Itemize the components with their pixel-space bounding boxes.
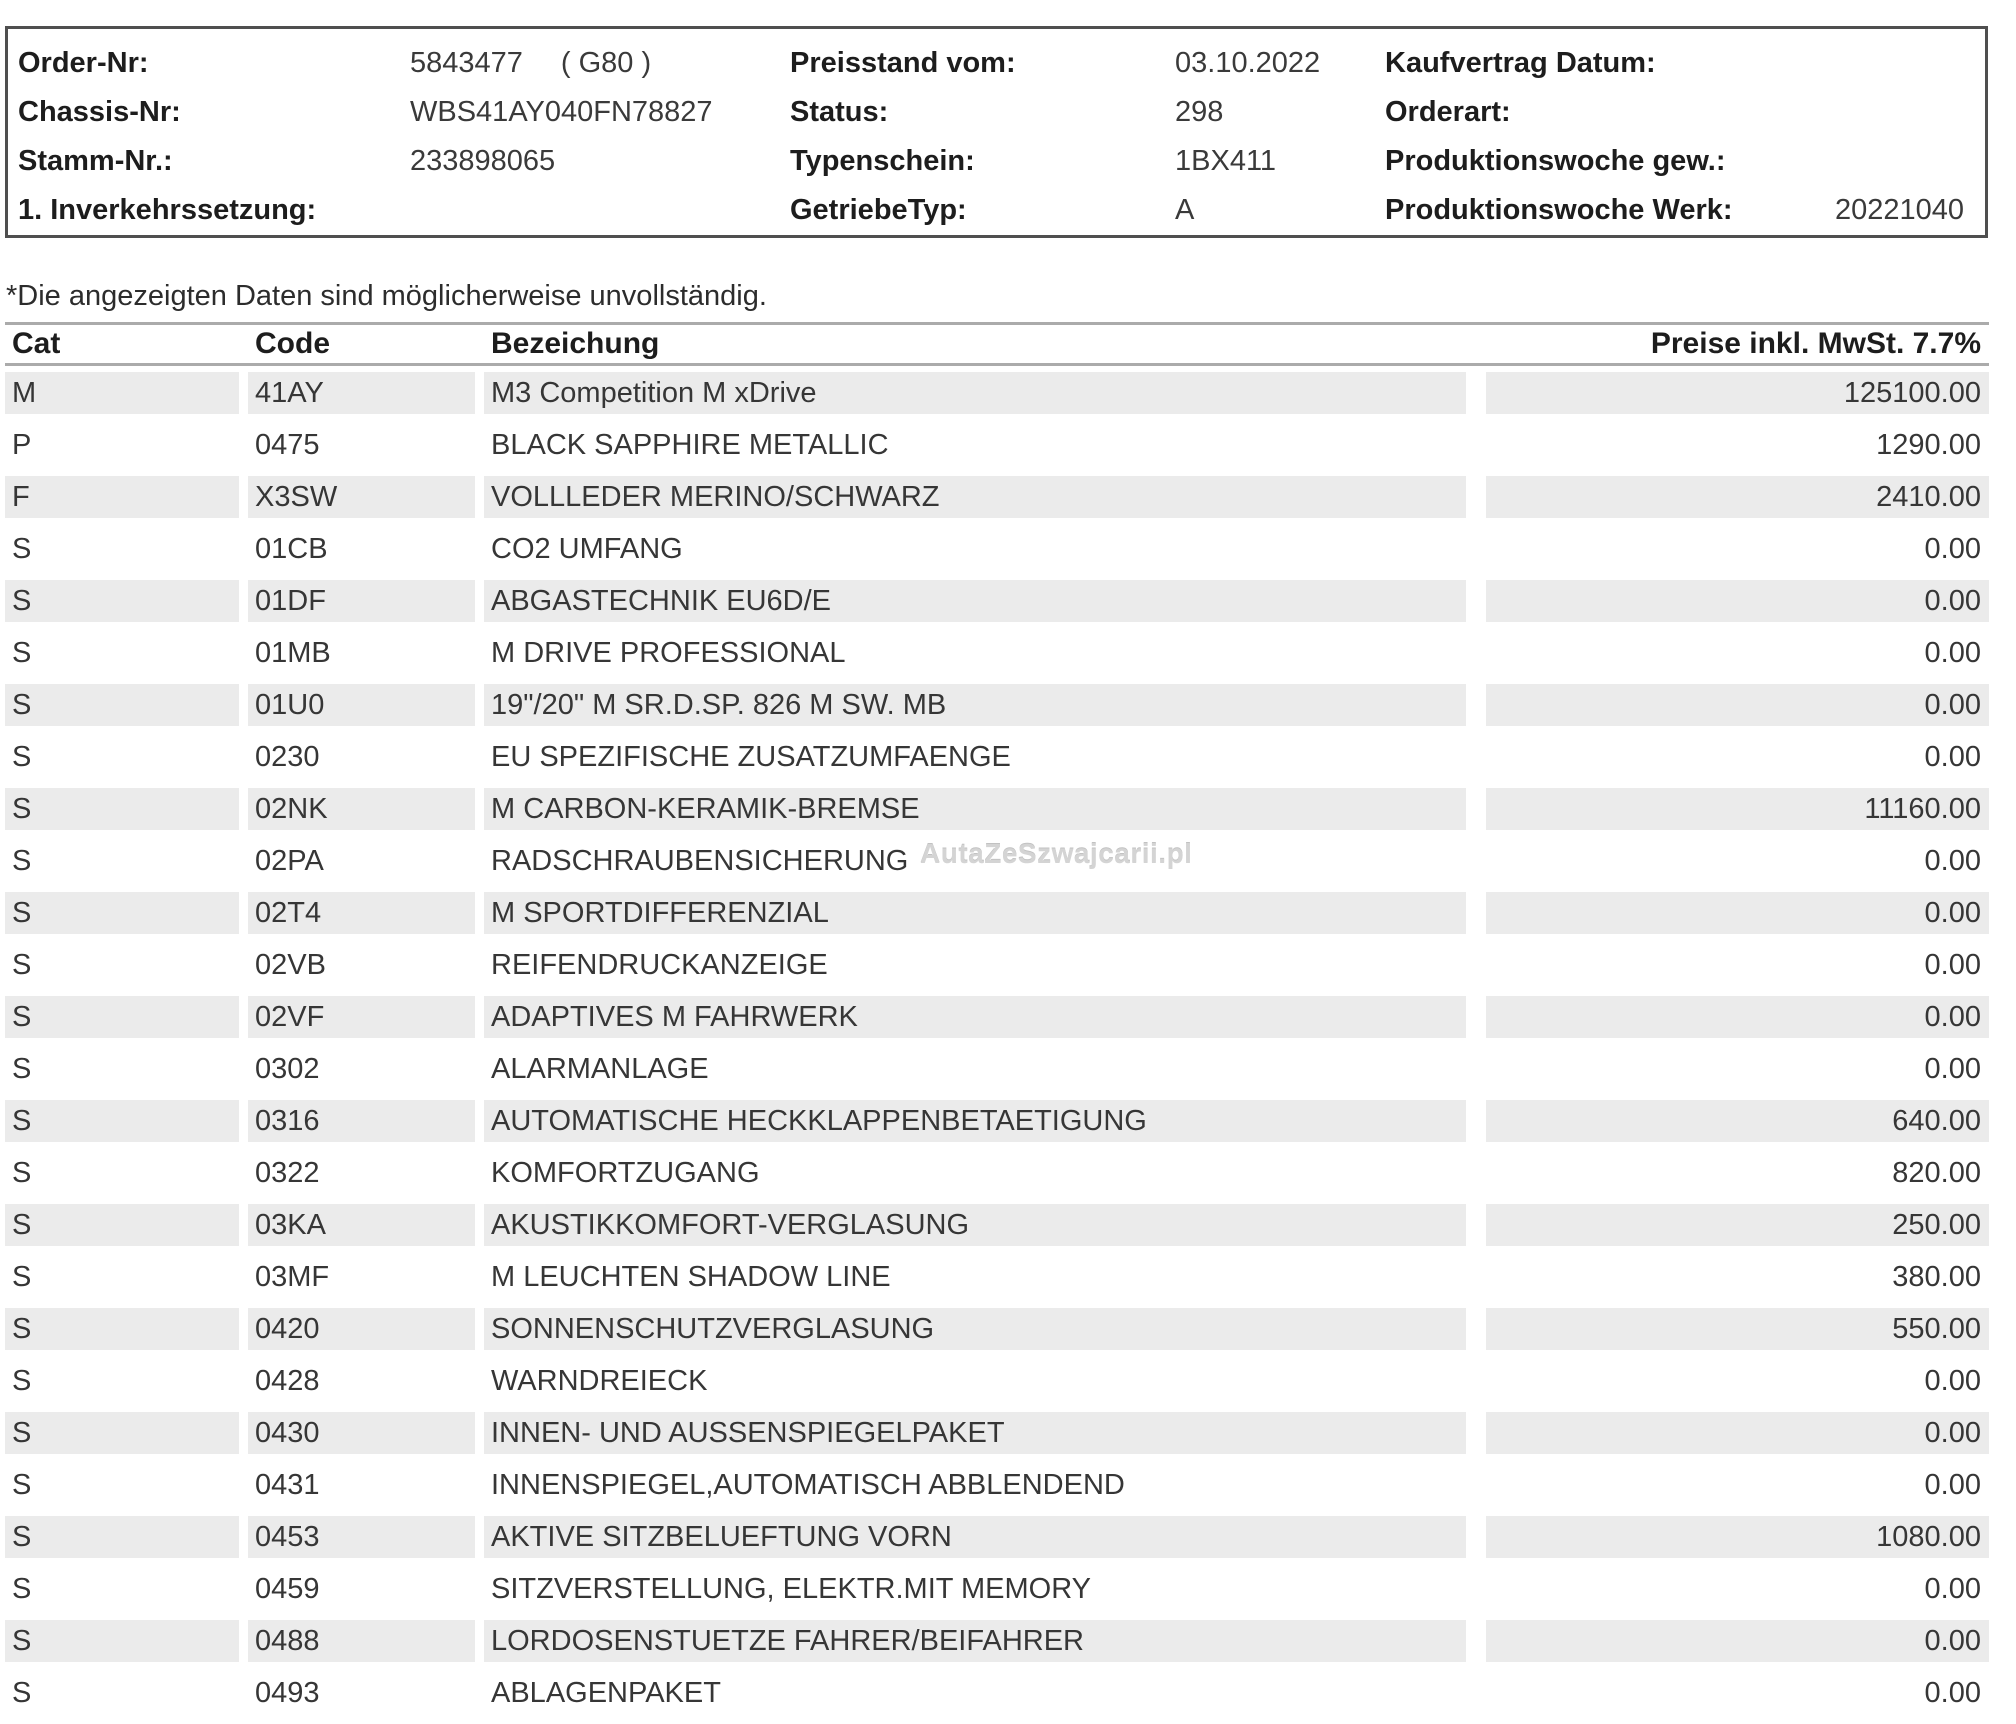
site-watermark: AutaZeSzwajcarii.pl — [920, 838, 1193, 869]
cell-name: CO2 UMFANG — [491, 533, 683, 565]
cell-name: 19"/20" M SR.D.SP. 826 M SW. MB — [484, 684, 1466, 726]
field-label: GetriebeTyp: — [790, 194, 967, 226]
field-value — [410, 47, 790, 80]
cell-price: 0.00 — [1486, 1620, 1989, 1662]
table-row — [5, 1360, 1989, 1402]
cell-price: 1290.00 — [1876, 429, 1981, 461]
field-value: A — [1175, 194, 1195, 226]
cell-code: 02NK — [248, 788, 475, 830]
cell-cat: S — [12, 1573, 32, 1605]
cell-price: 0.00 — [1924, 1365, 1981, 1397]
field-label: 1. Inverkehrssetzung: — [18, 194, 317, 226]
cell-price: 0.00 — [1486, 1412, 1989, 1454]
options-table-body — [5, 366, 1989, 1714]
cell-name: RADSCHRAUBENSICHERUNG — [491, 845, 909, 877]
cell-cat: S — [12, 1469, 32, 1501]
cell-code: 01U0 — [248, 684, 475, 726]
cell-code: 01CB — [255, 533, 328, 565]
table-row — [5, 736, 1989, 778]
cell-cat: S — [5, 684, 239, 726]
cell-price: 550.00 — [1486, 1308, 1989, 1350]
cell-cat: S — [5, 1516, 239, 1558]
table-row — [5, 1100, 1989, 1142]
cell-code: 0420 — [248, 1308, 475, 1350]
cell-code: 0453 — [248, 1516, 475, 1558]
table-row — [5, 424, 1989, 466]
cell-code: 02T4 — [248, 892, 475, 934]
table-row — [5, 580, 1989, 622]
table-row — [5, 1620, 1989, 1662]
cell-name: INNENSPIEGEL,AUTOMATISCH ABBLENDEND — [491, 1469, 1125, 1501]
cell-name: VOLLLEDER MERINO/SCHWARZ — [484, 476, 1466, 518]
field-label: Status: — [790, 96, 889, 128]
cell-price: 0.00 — [1486, 892, 1989, 934]
table-row — [5, 1516, 1989, 1558]
cell-name: M DRIVE PROFESSIONAL — [491, 637, 846, 669]
cell-cat: S — [12, 533, 32, 565]
cell-price: 0.00 — [1486, 580, 1989, 622]
cell-name: AKUSTIKKOMFORT-VERGLASUNG — [484, 1204, 1466, 1246]
cell-cat: F — [5, 476, 239, 518]
cell-name: BLACK SAPPHIRE METALLIC — [491, 429, 889, 461]
data-incomplete-note: *Die angezeigten Daten sind möglicherweise unvollständig. — [6, 280, 767, 312]
cell-price: 125100.00 — [1486, 372, 1989, 414]
column-header-cat: Cat — [12, 327, 61, 360]
table-row — [5, 1412, 1989, 1454]
cell-price: 380.00 — [1892, 1261, 1981, 1293]
cell-cat: P — [12, 429, 32, 461]
cell-name: WARNDREIECK — [491, 1365, 708, 1397]
cell-name: M CARBON-KERAMIK-BREMSE — [484, 788, 1466, 830]
cell-cat: S — [5, 580, 239, 622]
cell-price: 820.00 — [1892, 1157, 1981, 1189]
cell-price: 0.00 — [1924, 637, 1981, 669]
cell-price: 11160.00 — [1486, 788, 1989, 830]
table-row — [5, 632, 1989, 674]
table-row — [5, 1152, 1989, 1194]
cell-name: AKTIVE SITZBELUEFTUNG VORN — [484, 1516, 1466, 1558]
cell-name: LORDOSENSTUETZE FAHRER/BEIFAHRER — [484, 1620, 1466, 1662]
cell-code: 02VF — [248, 996, 475, 1038]
cell-cat: S — [5, 996, 239, 1038]
cell-code: 0475 — [255, 429, 320, 461]
cell-code: 0459 — [255, 1573, 320, 1605]
field-label: Order-Nr: — [18, 47, 149, 79]
cell-name: M LEUCHTEN SHADOW LINE — [491, 1261, 891, 1293]
options-table — [5, 322, 1989, 1724]
cell-cat: S — [12, 1053, 32, 1085]
cell-code: 0430 — [248, 1412, 475, 1454]
cell-price: 0.00 — [1924, 533, 1981, 565]
cell-code: X3SW — [248, 476, 475, 518]
table-row — [5, 1308, 1989, 1350]
cell-code: 01DF — [248, 580, 475, 622]
cell-price: 2410.00 — [1486, 476, 1989, 518]
field-value-text: 233898065 — [410, 145, 556, 177]
table-row — [5, 1568, 1989, 1610]
cell-price: 0.00 — [1486, 684, 1989, 726]
cell-name: ABGASTECHNIK EU6D/E — [484, 580, 1466, 622]
cell-code: 41AY — [248, 372, 475, 414]
table-row — [5, 892, 1989, 934]
cell-price: 0.00 — [1924, 1469, 1981, 1501]
cell-code: 02PA — [255, 845, 324, 877]
field-value: 03.10.2022 — [1175, 47, 1321, 79]
cell-code: 0316 — [248, 1100, 475, 1142]
cell-cat: S — [12, 1677, 32, 1709]
cell-code: 01MB — [255, 637, 331, 669]
cell-cat: S — [12, 845, 32, 877]
field-value — [410, 194, 790, 227]
field-label: Typenschein: — [790, 145, 975, 177]
vehicle-info-box — [5, 26, 1988, 238]
cell-cat: S — [12, 1157, 32, 1189]
field-label: Kaufvertrag Datum: — [1385, 47, 1656, 79]
info-row — [18, 88, 1985, 137]
table-row — [5, 1048, 1989, 1090]
cell-cat: S — [5, 788, 239, 830]
cell-code: 02VB — [255, 949, 326, 981]
cell-name: AUTOMATISCHE HECKKLAPPENBETAETIGUNG — [484, 1100, 1466, 1142]
field-label: Produktionswoche Werk: — [1385, 194, 1733, 226]
cell-cat: S — [5, 1204, 239, 1246]
table-row — [5, 528, 1989, 570]
field-value: 1BX411 — [1175, 145, 1277, 177]
cell-price: 1080.00 — [1486, 1516, 1989, 1558]
cell-name: SONNENSCHUTZVERGLASUNG — [484, 1308, 1466, 1350]
field-label: Produktionswoche gew.: — [1385, 145, 1726, 177]
cell-cat: S — [12, 741, 32, 773]
table-row — [5, 788, 1989, 830]
cell-name: SITZVERSTELLUNG, ELEKTR.MIT MEMORY — [491, 1573, 1091, 1605]
cell-code: 0322 — [255, 1157, 320, 1189]
field-label: Chassis-Nr: — [18, 96, 181, 128]
field-value-extra: ( G80 ) — [560, 47, 652, 79]
cell-price: 0.00 — [1924, 949, 1981, 981]
table-row — [5, 1672, 1989, 1714]
cell-code: 0302 — [255, 1053, 320, 1085]
cell-cat: S — [5, 1620, 239, 1662]
cell-cat: M — [5, 372, 239, 414]
cell-price: 0.00 — [1486, 996, 1989, 1038]
table-row — [5, 1464, 1989, 1506]
cell-cat: S — [5, 1308, 239, 1350]
cell-cat: S — [12, 949, 32, 981]
table-row — [5, 476, 1989, 518]
options-table-header — [5, 322, 1989, 366]
cell-cat: S — [12, 637, 32, 669]
column-header-name: Bezeichung — [491, 327, 660, 360]
cell-name: ALARMANLAGE — [491, 1053, 709, 1085]
table-row — [5, 372, 1989, 414]
info-row — [18, 137, 1985, 186]
cell-cat: S — [5, 1100, 239, 1142]
cell-name: KOMFORTZUGANG — [491, 1157, 760, 1189]
cell-code: 03MF — [255, 1261, 330, 1293]
cell-cat: S — [12, 1365, 32, 1397]
cell-price: 250.00 — [1486, 1204, 1989, 1246]
cell-name: M SPORTDIFFERENZIAL — [484, 892, 1466, 934]
info-row — [18, 186, 1985, 235]
column-header-code: Code — [255, 327, 330, 360]
cell-code: 0230 — [255, 741, 320, 773]
cell-price: 0.00 — [1924, 1677, 1981, 1709]
field-value — [410, 145, 790, 178]
cell-cat: S — [12, 1261, 32, 1293]
field-value — [410, 96, 790, 129]
cell-name: REIFENDRUCKANZEIGE — [491, 949, 828, 981]
table-row — [5, 944, 1989, 986]
table-row — [5, 684, 1989, 726]
field-label: Preisstand vom: — [790, 47, 1016, 79]
cell-code: 0431 — [255, 1469, 320, 1501]
cell-name: EU SPEZIFISCHE ZUSATZUMFAENGE — [491, 741, 1011, 773]
table-row — [5, 1204, 1989, 1246]
cell-price: 0.00 — [1924, 741, 1981, 773]
field-label: Orderart: — [1385, 96, 1511, 128]
field-value-text: WBS41AY040FN78827 — [410, 96, 713, 128]
cell-price: 0.00 — [1924, 845, 1981, 877]
cell-price: 0.00 — [1924, 1053, 1981, 1085]
cell-code: 03KA — [248, 1204, 475, 1246]
field-label: Stamm-Nr.: — [18, 145, 173, 177]
cell-code: 0488 — [248, 1620, 475, 1662]
table-row — [5, 996, 1989, 1038]
cell-price: 0.00 — [1924, 1573, 1981, 1605]
cell-price: 640.00 — [1486, 1100, 1989, 1142]
info-row — [18, 39, 1985, 88]
cell-cat: S — [5, 892, 239, 934]
cell-name: INNEN- UND AUSSENSPIEGELPAKET — [484, 1412, 1466, 1454]
field-value: 20221040 — [1835, 194, 1965, 226]
cell-name: ABLAGENPAKET — [491, 1677, 721, 1709]
cell-cat: S — [5, 1412, 239, 1454]
cell-name: M3 Competition M xDrive — [484, 372, 1466, 414]
column-header-price: Preise inkl. MwSt. 7.7% — [1650, 327, 1981, 360]
table-row — [5, 1256, 1989, 1298]
cell-code: 0493 — [255, 1677, 320, 1709]
field-value: 298 — [1175, 96, 1224, 128]
cell-code: 0428 — [255, 1365, 320, 1397]
cell-name: ADAPTIVES M FAHRWERK — [484, 996, 1466, 1038]
field-value-text: 5843477 — [410, 47, 523, 79]
